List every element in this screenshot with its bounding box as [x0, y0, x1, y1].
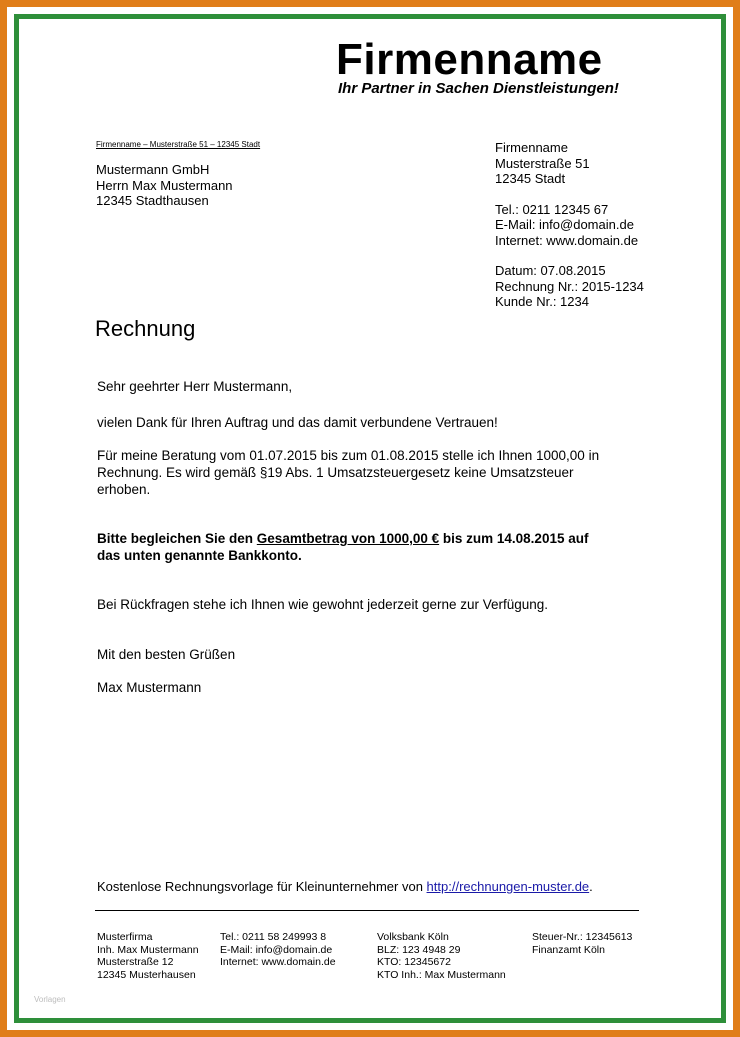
- sender-email: E-Mail: info@domain.de: [495, 217, 634, 232]
- payment-total-amount: Gesamtbetrag von 1000,00 €: [256, 531, 440, 546]
- footer-contact-column: Tel.: 0211 58 249993 8 E-Mail: info@domain.de Internet: www.domain.de: [220, 931, 336, 968]
- footer-tax-column: Steuer-Nr.: 12345613 Finanzamt Köln: [532, 931, 633, 956]
- sender-street: Musterstraße 51: [495, 155, 590, 171]
- template-credit-link[interactable]: http://rechnungen-muster.de: [426, 879, 590, 894]
- brand-slogan: Ihr Partner in Sachen Dienstleistungen!: [338, 80, 619, 97]
- sender-contact-block: [495, 140, 644, 310]
- recipient-address: [96, 162, 233, 209]
- salutation: Sehr geehrter Herr Mustermann,: [97, 379, 293, 394]
- signature-name: Max Mustermann: [97, 680, 202, 695]
- consulting-line-1: Für meine Beratung vom 01.07.2015 bis zum 01.08.2015 stelle ich Ihnen 1000,00 in: [97, 448, 600, 463]
- sender-website: Internet: www.domain.de: [495, 232, 639, 248]
- payment-text-line-2: das unten genannte Bankkonto.: [97, 548, 302, 563]
- sender-phone: Tel.: 0211 12345 67: [495, 201, 609, 217]
- sender-return-line: Firmenname – Musterstraße 51 – 12345 Stadt: [96, 140, 261, 149]
- recipient-company: Mustermann GmbH: [96, 162, 210, 177]
- footer-company-column: Musterfirma Inh. Max Mustermann Musterstraße 12 12345 Musterhausen: [97, 931, 199, 981]
- brand-name: Firmenname: [336, 35, 603, 84]
- customer-number: Kunde Nr.: 1234: [495, 294, 589, 309]
- sender-name: Firmenname: [495, 140, 568, 155]
- invoice-date: Datum: 07.08.2015: [495, 263, 606, 278]
- questions-paragraph: Bei Rückfragen stehe ich Ihnen wie gewohnt jederzeit gerne zur Verfügung.: [97, 597, 549, 612]
- consulting-line-3: erhoben.: [97, 482, 151, 497]
- document-title: Rechnung: [95, 316, 196, 341]
- payment-paragraph: [97, 530, 588, 564]
- footer-divider: [95, 910, 639, 911]
- consulting-line-2: Rechnung. Es wird gemäß §19 Abs. 1 Umsatzsteuergesetz keine Umsatzsteuer: [97, 465, 574, 480]
- template-credit: Kostenlose Rechnungsvorlage für Kleinunternehmer von http://rechnungen-muster.de.: [97, 879, 593, 894]
- sender-city: 12345 Stadt: [495, 171, 566, 186]
- payment-text-start: Bitte begleichen Sie den: [97, 531, 257, 546]
- payment-text-end: bis zum 14.08.2015 auf: [439, 531, 589, 546]
- invoice-number: Rechnung Nr.: 2015-1234: [495, 278, 644, 294]
- thanks-paragraph: vielen Dank für Ihren Auftrag und das damit verbundene Vertrauen!: [97, 415, 498, 430]
- closing-greeting: Mit den besten Grüßen: [97, 647, 236, 662]
- watermark: Vorlagen: [34, 995, 66, 1004]
- consulting-paragraph: [97, 447, 599, 498]
- recipient-city: 12345 Stadthausen: [96, 193, 209, 208]
- footer-bank-column: Volksbank Köln BLZ: 123 4948 29 KTO: 12345672 KTO Inh.: Max Mustermann: [377, 931, 506, 981]
- recipient-person: Herrn Max Mustermann: [96, 177, 233, 193]
